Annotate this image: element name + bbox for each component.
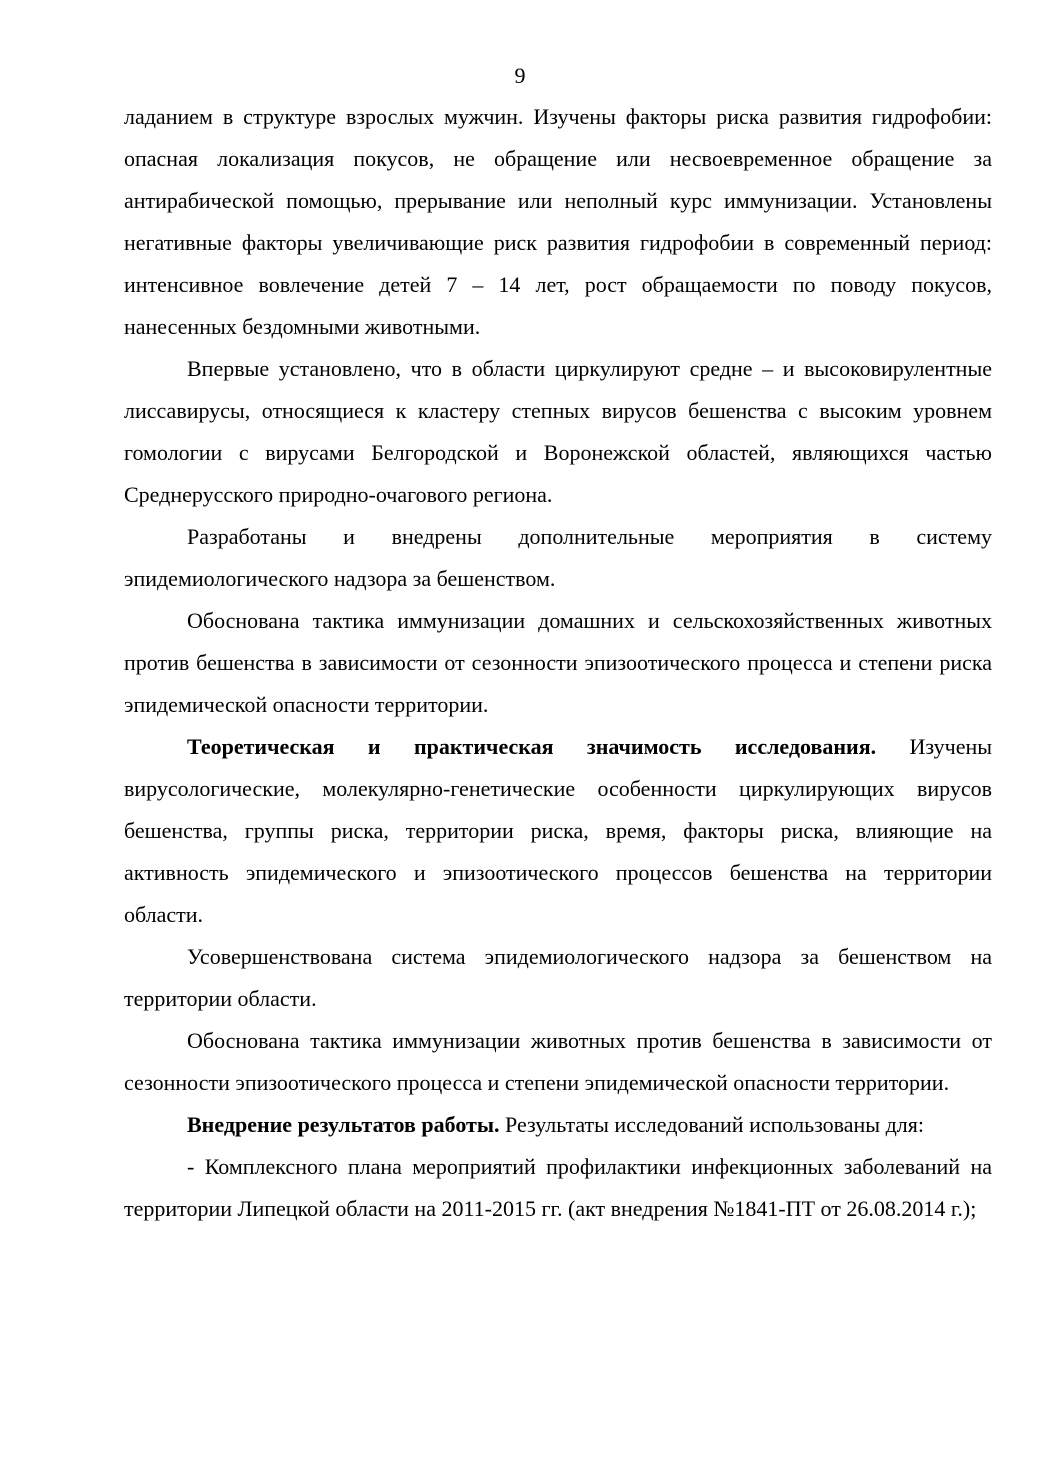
paragraph-text: Обоснована тактика иммунизации домашних и сельскохозяйственных животных против бешенства в зависимости от сезонности эпизоотического процесса и степени риска эпидемической опасности территории. <box>124 608 992 717</box>
paragraph <box>124 600 992 726</box>
paragraph <box>124 348 992 516</box>
paragraph-text: Разработаны и внедрены дополнительные мероприятия в систему эпидемиологического надзора за бешенством. <box>124 524 992 591</box>
paragraph <box>124 936 992 1020</box>
paragraph-implementation <box>124 1104 992 1146</box>
paragraph-text: Впервые установлено, что в области циркулируют средне – и высоковирулентные лиссавирусы, относящиеся к кластеру степных вирусов бешенства с высоким уровнем гомологии с вирусами Белгородской и Воронежской областей, являющихся частью Среднерусского природно-очагового региона. <box>124 356 992 507</box>
paragraph-text: Обоснована тактика иммунизации животных против бешенства в зависимости от сезонности эпизоотического процесса и степени эпидемической опасности территории. <box>124 1028 992 1095</box>
list-item <box>124 1146 992 1230</box>
paragraph <box>124 96 992 348</box>
paragraph-text: Результаты исследований использованы для: <box>505 1112 924 1137</box>
section-heading-implementation: Внедрение результатов работы. <box>187 1112 500 1137</box>
paragraph-text: Изучены вирусологические, молекулярно-генетические особенности циркулирующих вирусов бешенства, группы риска, территории риска, время, факторы риска, влияющие на активность эпидемического и эпизоотического процессов бешенства на территории области. <box>124 734 993 927</box>
paragraph-text: ладанием в структуре взрослых мужчин. Изучены факторы риска развития гидрофобии: опасная локализация покусов, не обращение или несвоевременное обращение за антирабической помощью, прерывание или неполный курс иммунизации. Установлены негативные факторы увеличивающие риск развития гидрофобии в современный период: интенсивное вовлечение детей 7 – 14 лет, рост обращаемости по поводу покусов, нанесенных бездомными животными. <box>124 104 992 339</box>
body-text <box>124 96 992 1230</box>
section-heading-significance: Теоретическая и практическая значимость исследования. <box>187 734 877 759</box>
paragraph <box>124 1020 992 1104</box>
paragraph-significance <box>124 726 992 936</box>
paragraph-text: - Комплексного плана мероприятий профилактики инфекционных заболеваний на территории Липецкой области на 2011-2015 гг. (акт внедрения №1841-ПТ от 26.08.2014 г.); <box>124 1154 992 1221</box>
paragraph <box>124 516 992 600</box>
page-number: 9 <box>514 63 526 88</box>
paragraph-text: Усовершенствована система эпидемиологического надзора за бешенством на территории области. <box>124 944 992 1011</box>
